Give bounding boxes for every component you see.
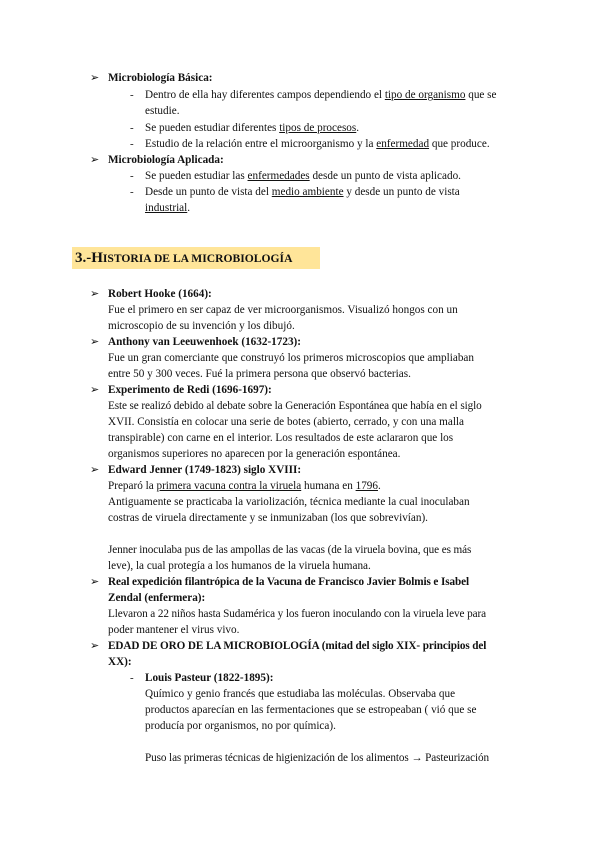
- expedition-line: Llevaron a 22 niños hasta Sudamérica y los fueron inoculando con la viruela leve para: [108, 608, 486, 620]
- basic-item-2: Se pueden estudiar diferentes tipos de procesos.: [145, 122, 360, 134]
- dash-bullet: -: [130, 170, 134, 182]
- leeuwenhoek-line: Fue un gran comerciante que construyó los primeros microscopios que ampliaban: [108, 352, 474, 364]
- basic-item-1-cont: estudie.: [145, 105, 180, 117]
- jenner-title: Edward Jenner (1749-1823) siglo XVIII:: [108, 464, 302, 476]
- basic-title: Microbiología Básica:: [108, 72, 213, 84]
- golden-age-title-cont: XX):: [108, 656, 132, 668]
- redi-line: Este se realizó debido al debate sobre la Generación Espontánea que había en el siglo: [108, 400, 482, 412]
- leeuwenhoek-title: Anthony van Leeuwenhoek (1632-1723):: [108, 336, 301, 348]
- arrow-bullet-icon: ➢: [90, 640, 100, 652]
- jenner-line: Jenner inoculaba pus de las ampollas de las vacas (de la viruela bovina, que es más: [108, 544, 472, 556]
- pasteur-title: Louis Pasteur (1822-1895):: [145, 672, 274, 684]
- redi-title: Experimento de Redi (1696-1697):: [108, 384, 272, 396]
- jenner-line: leve), la cual protegía a los humanos de la viruela humana.: [108, 560, 371, 572]
- dash-bullet: -: [130, 138, 134, 150]
- jenner-line-vaccine: Preparó la primera vacuna contra la viruela humana en 1796.: [108, 480, 381, 492]
- dash-bullet: -: [130, 89, 134, 101]
- redi-line: organismos superiores no aparecen por la generación espontánea.: [108, 448, 401, 460]
- hooke-title: Robert Hooke (1664):: [108, 288, 212, 300]
- section-heading: 3.-HISTORIA DE LA MICROBIOLOGÍA: [75, 250, 293, 266]
- arrow-bullet-icon: ➢: [90, 384, 100, 396]
- pasteur-line: productos aparecían en las fermentaciones que se estropeaban ( vió que se: [145, 704, 477, 716]
- arrow-bullet-icon: ➢: [90, 288, 100, 300]
- applied-item-2: Desde un punto de vista del medio ambiente y desde un punto de vista: [145, 186, 460, 198]
- expedition-title-cont: Zendal (enfermera):: [108, 592, 206, 604]
- pasteur-line: Químico y genio francés que estudiaba las moléculas. Observaba que: [145, 688, 456, 700]
- applied-item-1: Se pueden estudiar las enfermedades desde un punto de vista aplicado.: [145, 170, 461, 182]
- basic-item-3: Estudio de la relación entre el microorganismo y la enfermedad que produce.: [145, 138, 490, 150]
- arrow-bullet-icon: ➢: [90, 72, 100, 84]
- expedition-title: Real expedición filantrópica de la Vacuna de Francisco Javier Bolmis e Isabel: [108, 576, 469, 588]
- arrow-bullet-icon: ➢: [90, 464, 100, 476]
- dash-bullet: -: [130, 672, 134, 684]
- applied-item-2-cont: industrial.: [145, 202, 191, 214]
- applied-title: Microbiología Aplicada:: [108, 154, 224, 166]
- jenner-line: Antiguamente se practicaba la variolización, técnica mediante la cual inoculaban: [108, 496, 470, 508]
- basic-item-1: Dentro de ella hay diferentes campos dependiendo el tipo de organismo que se: [145, 89, 497, 101]
- leeuwenhoek-line: entre 50 y 300 veces. Fué la primera persona que observó bacterias.: [108, 368, 411, 380]
- golden-age-title: EDAD DE ORO DE LA MICROBIOLOGÍA (mitad del siglo XIX- principios del: [108, 640, 487, 652]
- redi-line: XVII. Consistía en colocar una serie de botes (abierto, cerrado, y con una malla: [108, 416, 465, 428]
- redi-line: transpirable) con carne en el interior. Los resultados de este aclararon que los: [108, 432, 454, 444]
- jenner-line: costras de viruela directamente y se inmunizaban (los que sobrevivían).: [108, 512, 428, 524]
- pasteur-last-line: Puso las primeras técnicas de higienización de los alimentos → Pasteurización: [145, 752, 489, 764]
- hooke-line: microscopio de su invención y los dibujó.: [108, 320, 295, 332]
- dash-bullet: -: [130, 122, 134, 134]
- arrow-bullet-icon: ➢: [90, 154, 100, 166]
- arrow-bullet-icon: ➢: [90, 336, 100, 348]
- arrow-bullet-icon: ➢: [90, 576, 100, 588]
- hooke-line: Fue el primero en ser capaz de ver microorganismos. Visualizó hongos con un: [108, 304, 458, 316]
- expedition-line: poder mantener el virus vivo.: [108, 624, 240, 636]
- dash-bullet: -: [130, 186, 134, 198]
- pasteur-line: producía por organismos, no por química).: [145, 720, 336, 732]
